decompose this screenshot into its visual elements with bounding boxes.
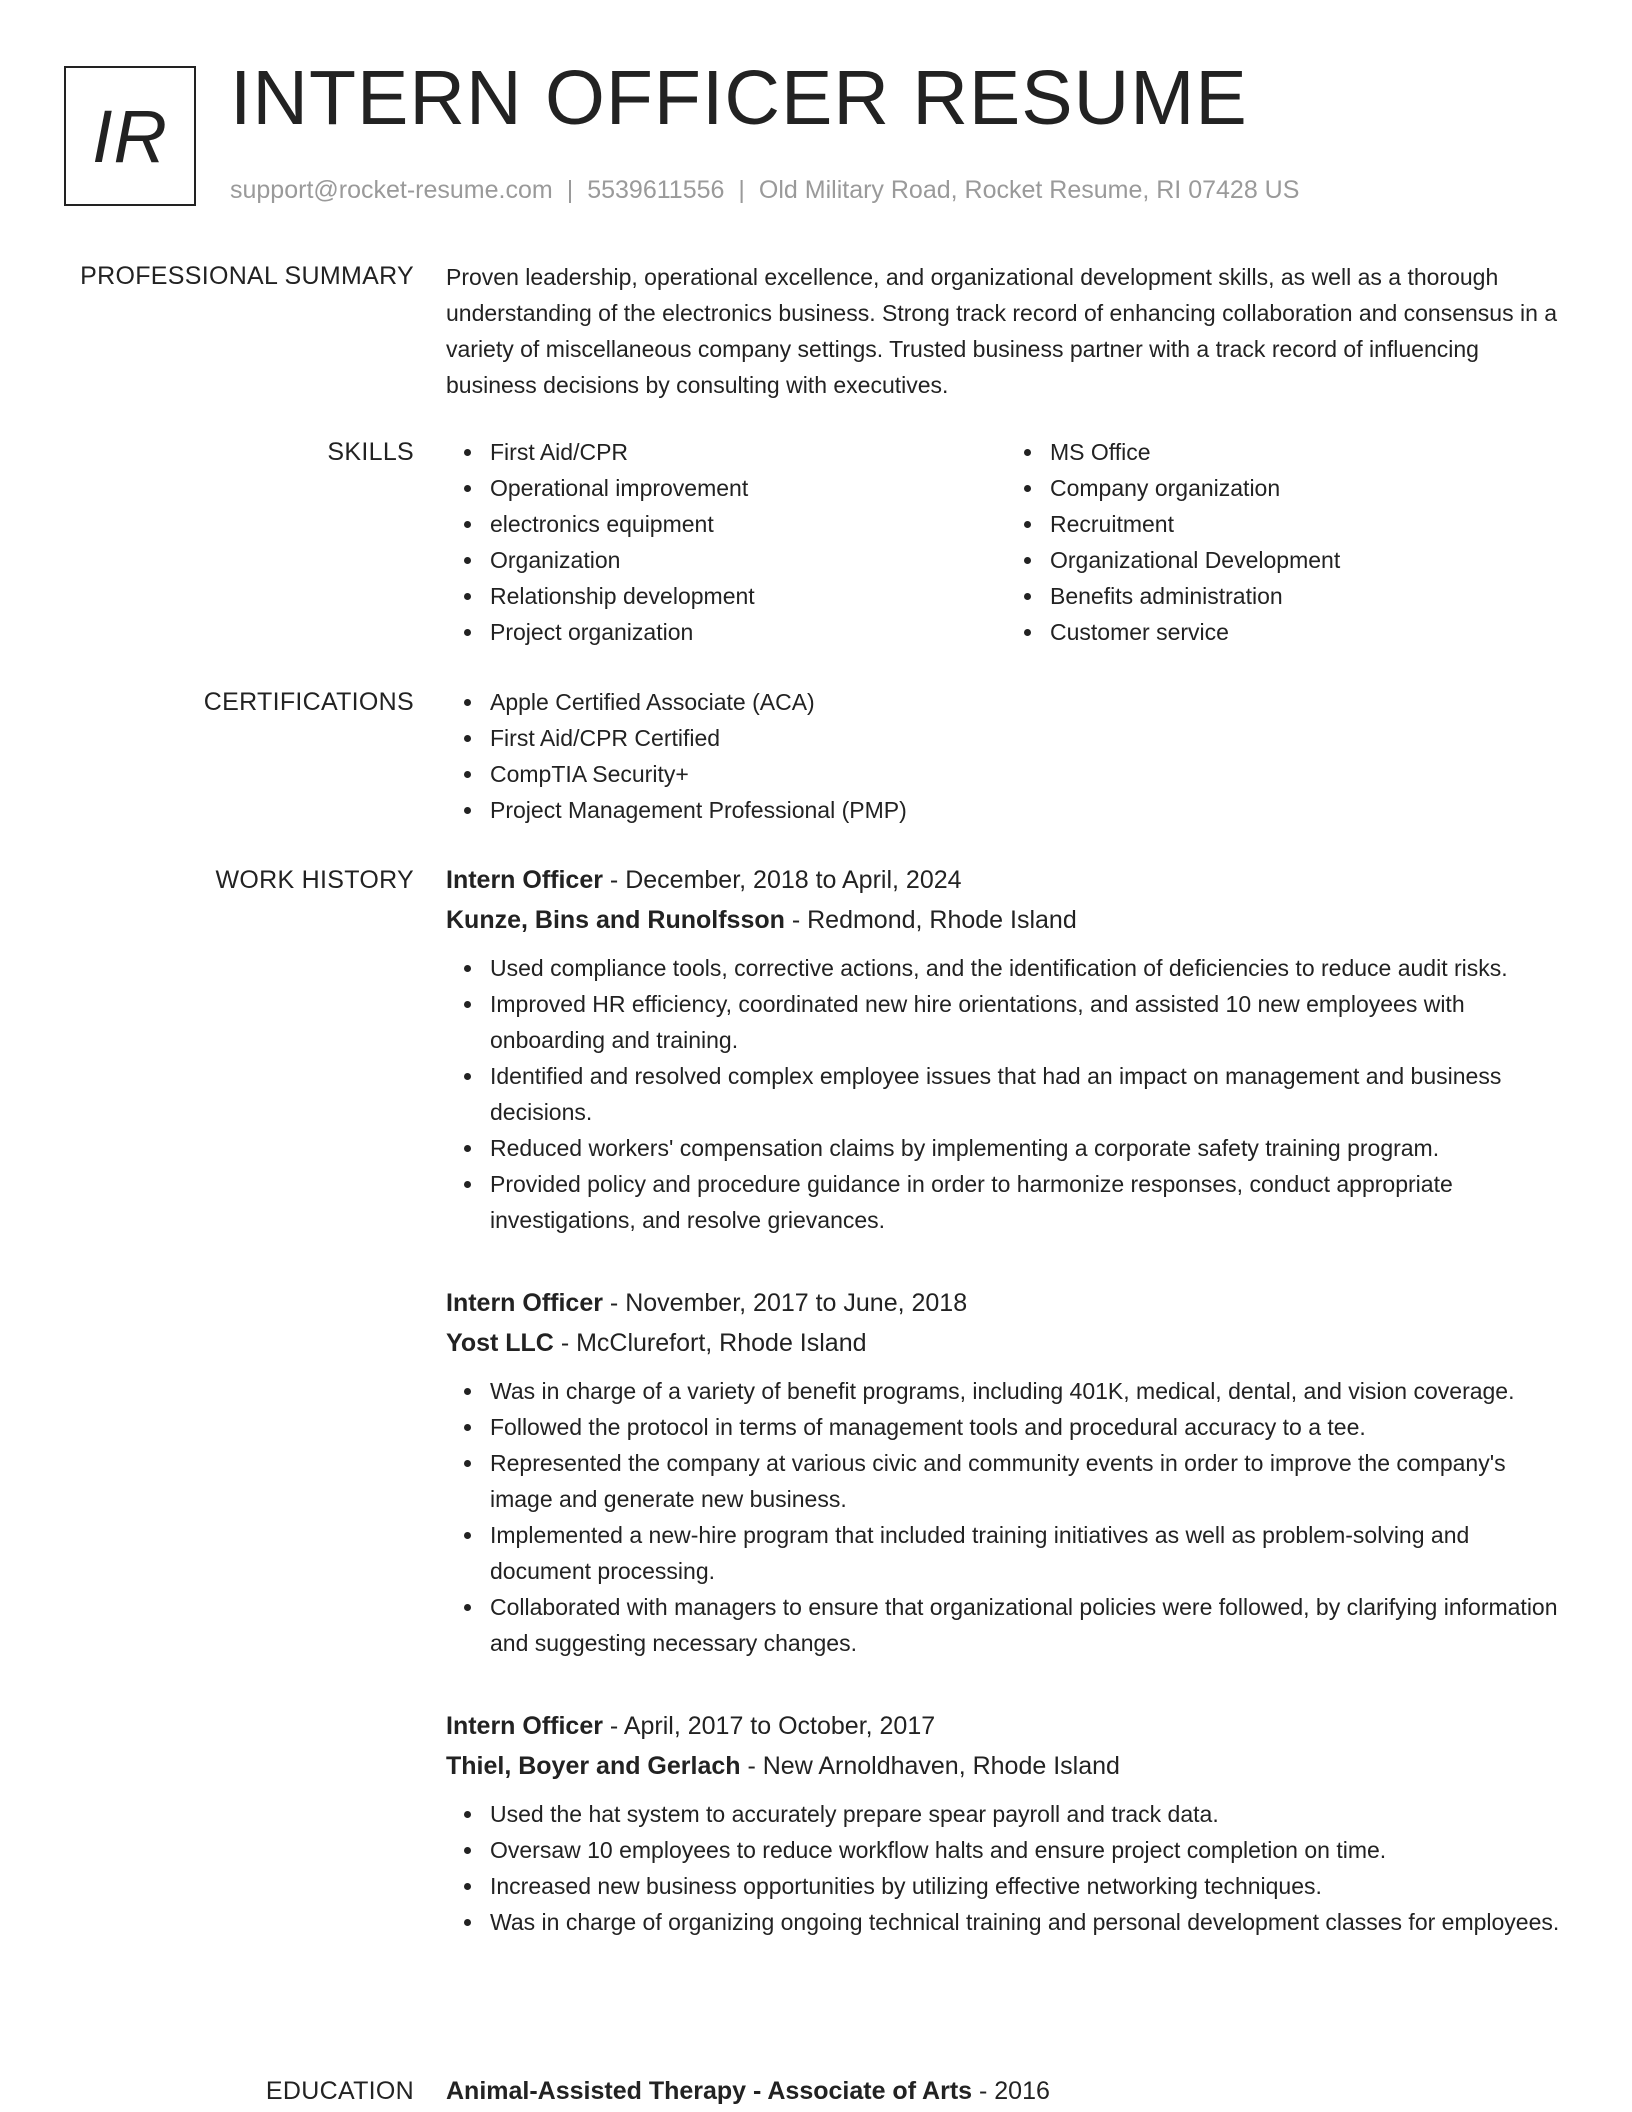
skills-body xyxy=(446,434,1566,650)
job-bullet: Used the hat system to accurately prepare spear payroll and track data. xyxy=(490,1796,1566,1832)
job-bullet: Provided policy and procedure guidance in order to harmonize responses, conduct appropriate investigations, and resolve grievances. xyxy=(490,1166,1566,1238)
job-bullet: Was in charge of a variety of benefit programs, including 401K, medical, dental, and vision coverage. xyxy=(490,1373,1566,1409)
work-history-body xyxy=(446,860,1566,1940)
job-title-line: Intern Officer - November, 2017 to June, 2018 xyxy=(446,1289,968,1317)
skill-item: Recruitment xyxy=(1050,506,1566,542)
job-company: Thiel, Boyer and Gerlach xyxy=(446,1752,741,1780)
job-dates: April, 2017 to October, 2017 xyxy=(623,1712,936,1740)
certifications-body xyxy=(446,684,1566,828)
certification-item: Project Management Professional (PMP) xyxy=(490,792,1566,828)
job-location: McClurefort, Rhode Island xyxy=(576,1329,867,1357)
summary-body xyxy=(446,259,1566,403)
job-entry xyxy=(446,860,1566,1238)
education-degree: Animal-Assisted Therapy - Associate of Arts xyxy=(446,2077,973,2105)
certification-item: Apple Certified Associate (ACA) xyxy=(490,684,1566,720)
work-history-label: WORK HISTORY xyxy=(215,866,414,894)
monogram-text: IR xyxy=(92,94,168,178)
job-title: Intern Officer xyxy=(446,866,603,894)
job-bullet: Implemented a new-hire program that included training initiatives as well as problem-solving and document processing. xyxy=(490,1517,1566,1589)
contact-address: Old Military Road, Rocket Resume, RI 07428 US xyxy=(758,176,1300,204)
job-location: Redmond, Rhode Island xyxy=(807,906,1077,934)
contact-separator: | xyxy=(738,176,745,204)
skill-item: Operational improvement xyxy=(490,470,1006,506)
skill-item: Benefits administration xyxy=(1050,578,1566,614)
job-company-line: Kunze, Bins and Runolfsson - Redmond, Rhode Island xyxy=(446,906,1077,934)
job-bullet: Reduced workers' compensation claims by implementing a corporate safety training program. xyxy=(490,1130,1566,1166)
education-line: Animal-Assisted Therapy - Associate of Arts - 2016 xyxy=(446,2077,1050,2105)
job-title: Intern Officer xyxy=(446,1712,603,1740)
skills-list-left xyxy=(446,434,1006,650)
job-bullet: Followed the protocol in terms of management tools and procedural accuracy to a tee. xyxy=(490,1409,1566,1445)
job-dates: November, 2017 to June, 2018 xyxy=(625,1289,968,1317)
skill-item: MS Office xyxy=(1050,434,1566,470)
jobs-container xyxy=(446,860,1566,1940)
job-title: Intern Officer xyxy=(446,1289,603,1317)
certifications-label: CERTIFICATIONS xyxy=(203,688,414,716)
skills-columns xyxy=(446,434,1566,650)
contact-email: support@rocket-resume.com xyxy=(230,176,553,204)
contact-phone: 5539611556 xyxy=(587,176,725,204)
resume-title: INTERN OFFICER RESUME xyxy=(230,55,1248,141)
certification-item: First Aid/CPR Certified xyxy=(490,720,1566,756)
job-bullet: Represented the company at various civic and community events in order to improve the company's image and generate new business. xyxy=(490,1445,1566,1517)
job-bullet: Improved HR efficiency, coordinated new hire orientations, and assisted 10 new employees with onboarding and training. xyxy=(490,986,1566,1058)
job-entry xyxy=(446,1283,1566,1661)
job-company: Kunze, Bins and Runolfsson xyxy=(446,906,785,934)
skills-label: SKILLS xyxy=(327,438,414,466)
job-company-line: Thiel, Boyer and Gerlach - New Arnoldhaven, Rhode Island xyxy=(446,1752,1120,1780)
education-body xyxy=(446,2071,1566,2111)
job-company: Yost LLC xyxy=(446,1329,554,1357)
job-bullet: Increased new business opportunities by utilizing effective networking techniques. xyxy=(490,1868,1566,1904)
skill-item: Organization xyxy=(490,542,1006,578)
skill-item: Project organization xyxy=(490,614,1006,650)
certification-item: CompTIA Security+ xyxy=(490,756,1566,792)
skill-item: Organizational Development xyxy=(1050,542,1566,578)
contact-separator: | xyxy=(566,176,574,204)
job-title-line: Intern Officer - December, 2018 to April, 2024 xyxy=(446,866,962,894)
education-label: EDUCATION xyxy=(265,2077,414,2105)
job-bullet: Was in charge of organizing ongoing technical training and personal development classes for employees. xyxy=(490,1904,1566,1940)
job-bullet: Identified and resolved complex employee issues that had an impact on management and business decisions. xyxy=(490,1058,1566,1130)
skill-item: First Aid/CPR xyxy=(490,434,1006,470)
certifications-list xyxy=(446,684,1566,828)
contact-line xyxy=(230,174,1299,206)
job-bullet: Used compliance tools, corrective actions, and the identification of deficiencies to reduce audit risks. xyxy=(490,950,1566,986)
job-bullet: Oversaw 10 employees to reduce workflow halts and ensure project completion on time. xyxy=(490,1832,1566,1868)
job-dates: December, 2018 to April, 2024 xyxy=(625,866,962,894)
job-entry xyxy=(446,1706,1566,1940)
job-bullets xyxy=(446,1373,1566,1661)
job-bullets xyxy=(446,1796,1566,1940)
job-location: New Arnoldhaven, Rhode Island xyxy=(762,1752,1120,1780)
job-bullets xyxy=(446,950,1566,1238)
skill-item: electronics equipment xyxy=(490,506,1006,542)
monogram-box xyxy=(64,66,196,206)
skills-list-right xyxy=(1006,434,1566,650)
skill-item: Company organization xyxy=(1050,470,1566,506)
education-year: 2016 xyxy=(994,2077,1050,2105)
summary-text: Proven leadership, operational excellence, and organizational development skills, as well as a thorough understanding of the electronics business. Strong track record of enhancing collaboration and consensus in a variety of miscellaneous company settings. Trusted business partner with a track record of influencing business decisions by consulting with executives. xyxy=(446,264,1558,398)
job-bullet: Collaborated with managers to ensure that organizational policies were followed, by clarifying information and suggesting necessary changes. xyxy=(490,1589,1566,1661)
job-title-line: Intern Officer - April, 2017 to October, 2017 xyxy=(446,1712,936,1740)
job-company-line: Yost LLC - McClurefort, Rhode Island xyxy=(446,1329,867,1357)
skill-item: Relationship development xyxy=(490,578,1006,614)
skill-item: Customer service xyxy=(1050,614,1566,650)
summary-label: PROFESSIONAL SUMMARY xyxy=(80,262,414,290)
